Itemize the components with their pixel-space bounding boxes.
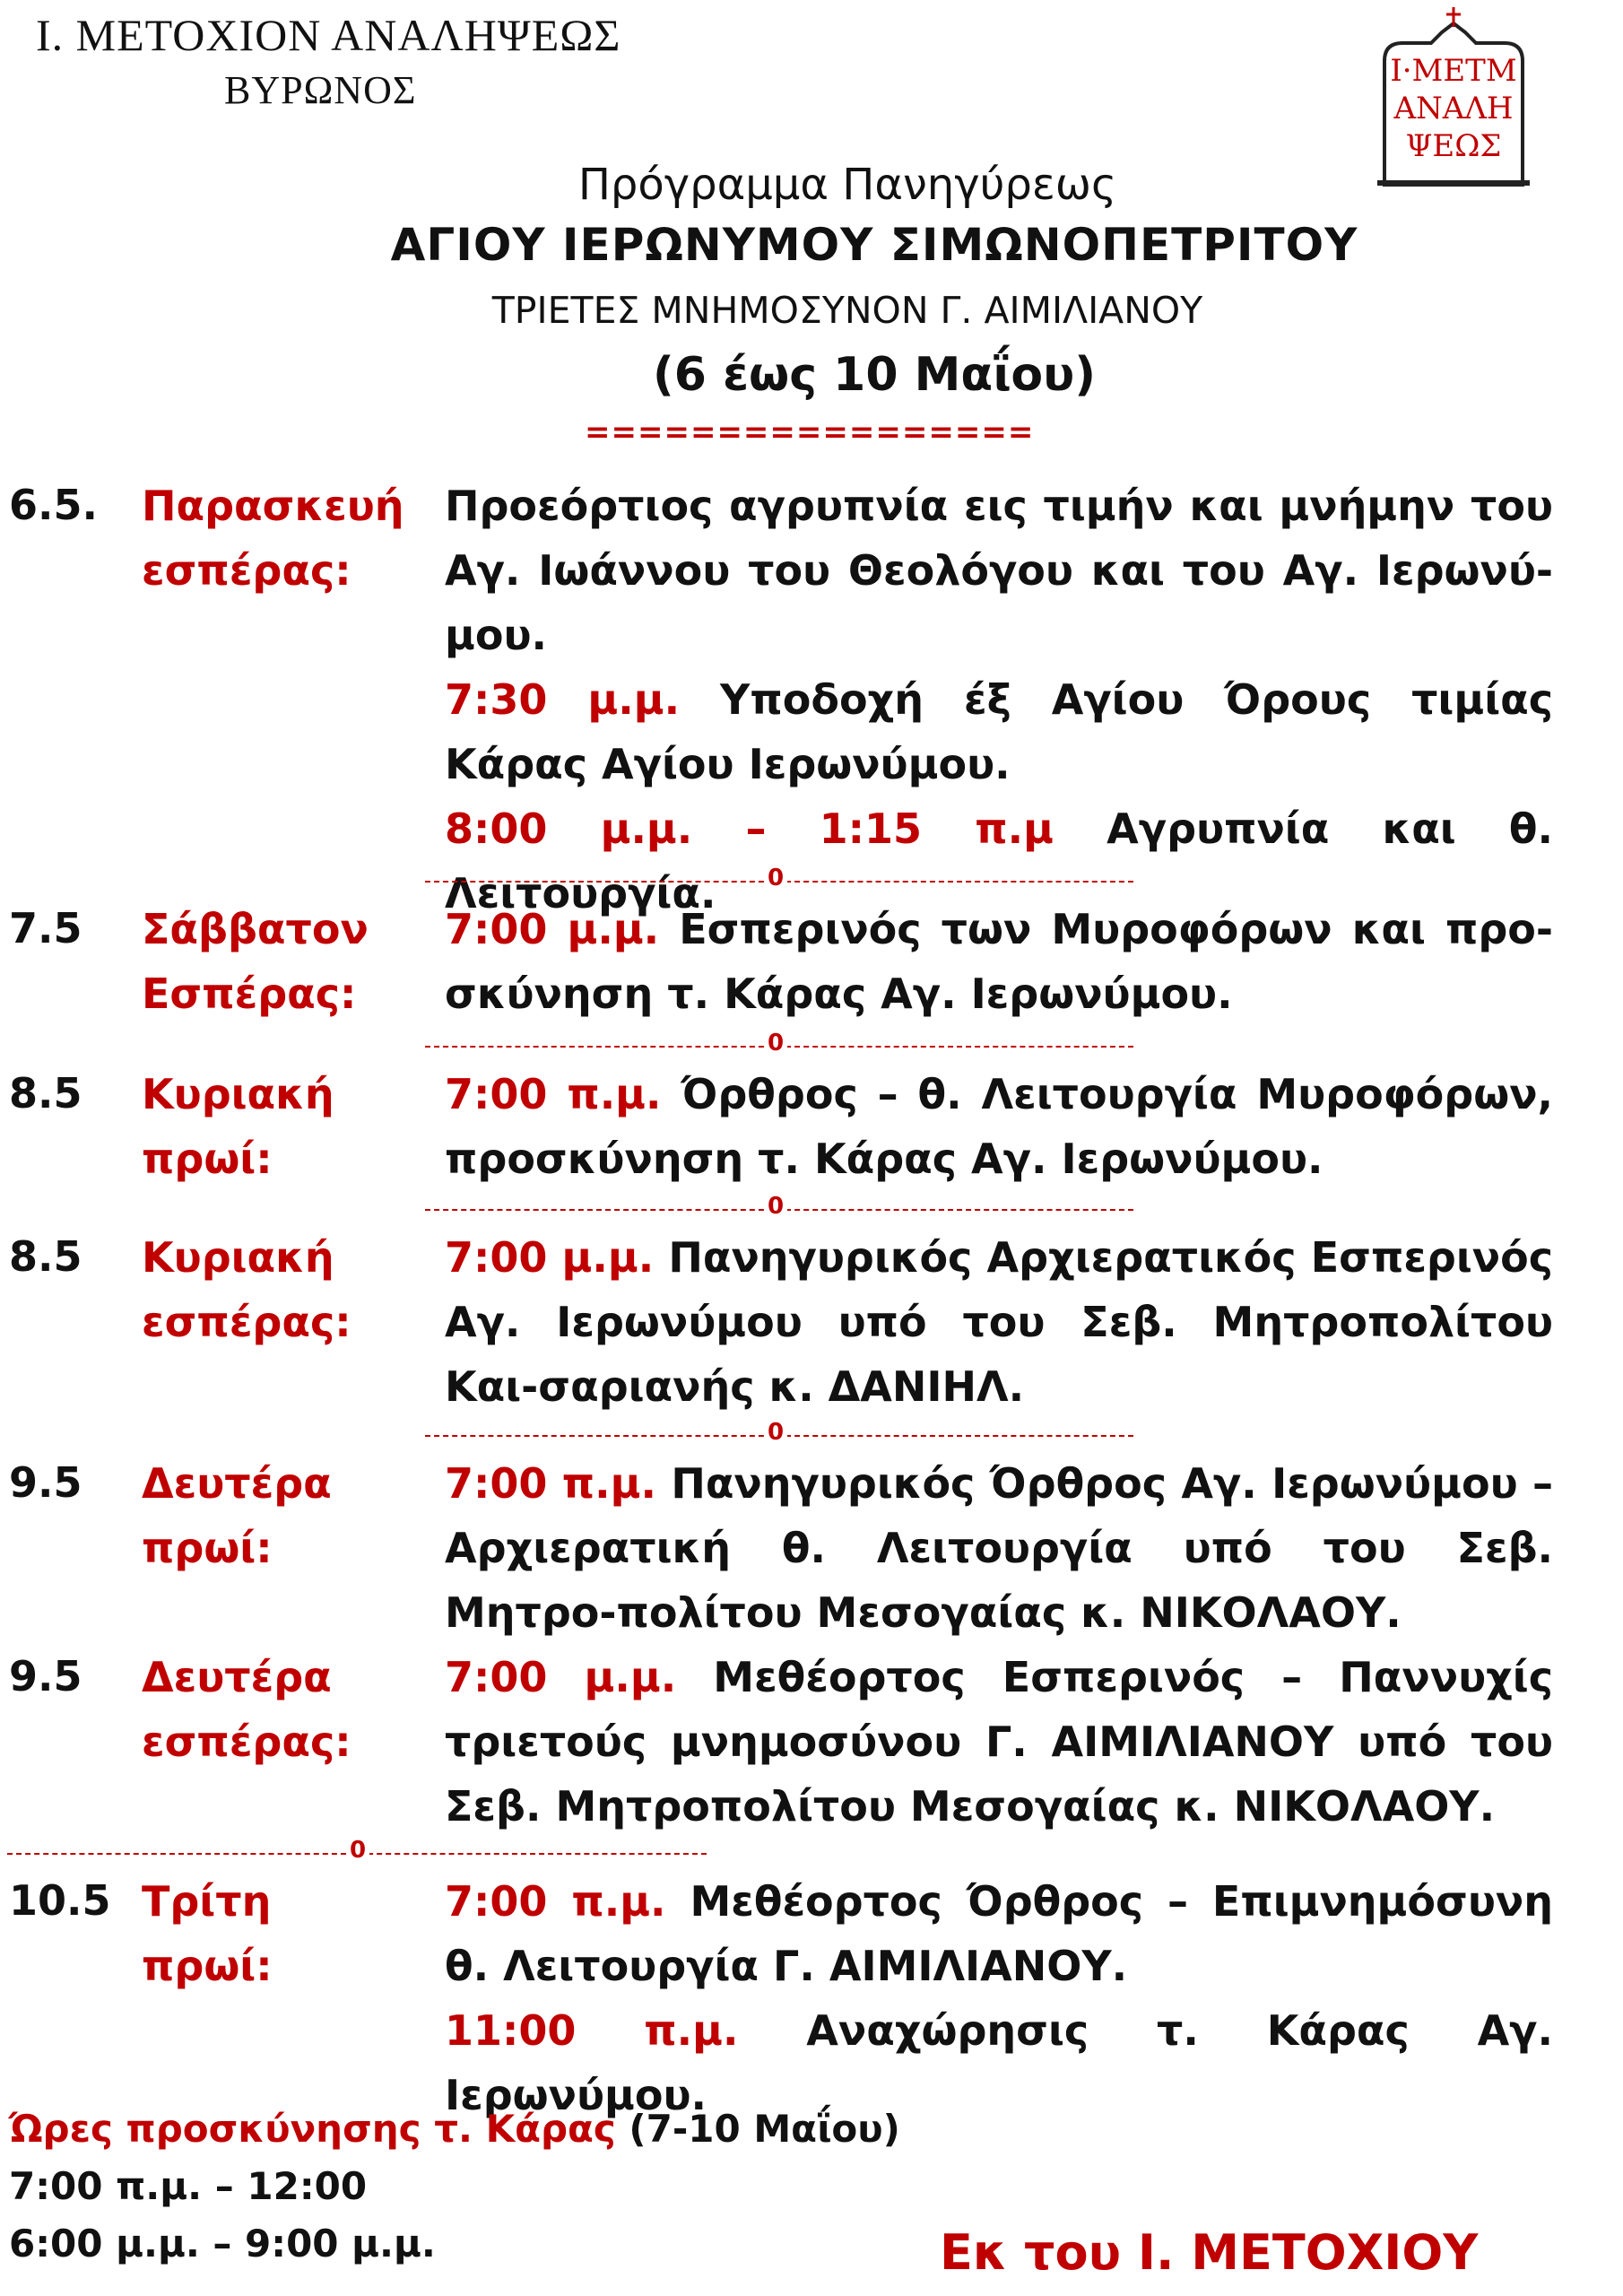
separator-mark: 0 [764, 1193, 787, 1220]
veneration-dates: (7-10 Μαΐου) [615, 2107, 900, 2151]
separator-mark: 0 [346, 1837, 369, 1864]
entry-day: Δευτέρα εσπέρας: [142, 1653, 352, 1766]
separator-mark: 0 [764, 1030, 787, 1057]
separator-mark: 0 [764, 1419, 787, 1446]
entry-time: 11:00 π.μ. [445, 2006, 739, 2055]
entry-text: Προεόρτιος αγρυπνία εις τιμήν και μνήμην του Αγ. Ιωάννου του Θεολόγου και του Αγ. Ιερωνύ-μου. [445, 482, 1553, 659]
organization-header [36, 7, 621, 118]
svg-text:ΑΝΑΛΗ: ΑΝΑΛΗ [1393, 91, 1514, 126]
entry-date: 6.5. [9, 481, 98, 529]
entry-description: 7:00 μ.μ. Πανηγυρικός Αρχιερατικός Εσπερινός Αγ. Ιερωνύμου υπό του Σεβ. Μητροπολίτου Και-σαριανής κ. ΔΑΝΙΗΛ. [445, 1233, 1553, 1411]
entry-description [445, 474, 1553, 926]
org-name: Ι. ΜΕΤΟΧΙΟΝ ΑΝΑΛΗΨΕΩΣ [36, 10, 621, 60]
veneration-slot: 6:00 μ.μ. – 9:00 μ.μ. [9, 2222, 436, 2266]
org-location: ΒΥΡΩΝΟΣ [224, 68, 417, 112]
veneration-slot: 7:00 π.μ. – 12:00 [9, 2164, 368, 2208]
veneration-hours [9, 2100, 900, 2273]
entry-date: 8.5 [9, 1232, 82, 1281]
entry-description: 7:00 π.μ. Μεθέορτος Όρθρος – Επιμνημόσυνη θ. Λειτουργία Γ. ΑΙΜΙΛΙΑΝΟΥ. 11:00 π.μ. Αναχώρησις τ. Κάρας Αγ. Ιερωνύμου. [445, 1877, 1553, 2119]
entry-time: 7:00 μ.μ. [445, 905, 660, 953]
entry-time: 7:00 μ.μ. [445, 1233, 655, 1282]
entry-description: 7:00 μ.μ. Μεθέορτος Εσπερινός – Παννυχίς τριετούς μνημοσύνου Γ. ΑΙΜΙΛΙΑΝΟΥ υπό του Σεβ. Μητροπολίτου Μεσογαίας κ. ΝΙΚΟΛΑΟΥ. [445, 1653, 1553, 1831]
veneration-heading: Ώρες προσκύνησης τ. Κάρας [9, 2107, 616, 2151]
entry-date: 8.5 [9, 1069, 82, 1118]
entry-description: 7:00 π.μ. Πανηγυρικός Όρθρος Αγ. Ιερωνύμου – Αρχιερατική θ. Λειτουργία υπό του Σεβ. Μητρο-πολίτου Μεσογαίας κ. ΝΙΚΟΛΑΟΥ. [445, 1459, 1553, 1637]
entry-day: Σάββατον Εσπέρας: [142, 905, 369, 1018]
entry-day: Τρίτη πρωί: [142, 1877, 273, 1990]
svg-text:Ι·ΜΕΤΜ: Ι·ΜΕΤΜ [1390, 53, 1517, 89]
separator-mark: 0 [764, 865, 787, 891]
entry-date: 10.5 [9, 1876, 111, 1925]
entry-time: 7:30 μ.μ. [445, 675, 681, 724]
entry-date: 7.5 [9, 904, 82, 952]
entry-time: 7:00 μ.μ. [445, 1653, 677, 1701]
veneration-heading-line [9, 2100, 900, 2158]
program-title: Πρόγραμμα Πανηγύρεως [577, 160, 1117, 210]
entry-time: 7:00 π.μ. [445, 1877, 666, 1926]
svg-text:ΨΕΩΣ: ΨΕΩΣ [1405, 128, 1502, 164]
entry-line: 7:30 μ.μ. Υποδοχή έξ Αγίου Όρους τιμίας Κάρας Αγίου Ιερωνύμου. [445, 675, 1554, 788]
entry-date: 9.5 [9, 1652, 82, 1700]
saint-name: ΑΓΙΟΥ ΙΕΡΩΝΥΜΟΥ ΣΙΜΩΝΟΠΕΤΡΙΤΟΥ [390, 219, 1358, 271]
entry-line: 8:00 μ.μ. – 1:15 π.μ Αγρυπνία και θ. Λειτουργία. [445, 804, 1554, 918]
signature: Εκ του Ι. ΜΕΤΟΧΙΟΥ [940, 2224, 1479, 2281]
memorial-line: ΤΡΙΕΤΕΣ ΜΝΗΜΟΣΥΝΟΝ Γ. ΑΙΜΙΛΙΑΝΟΥ [491, 289, 1203, 332]
entry-time: 7:00 π.μ. [445, 1070, 662, 1118]
entry-date: 9.5 [9, 1458, 82, 1507]
entry-time: 8:00 μ.μ. – 1:15 π.μ [445, 804, 1054, 853]
entry-day: Κυριακή εσπέρας: [142, 1233, 352, 1346]
entry-day: Κυριακή πρωί: [142, 1070, 334, 1183]
entry-time: 7:00 π.μ. [445, 1459, 656, 1508]
entry-day: Δευτέρα πρωί: [142, 1459, 332, 1572]
entry-description: 7:00 μ.μ. Εσπερινός των Μυροφόρων και προ-σκύνηση τ. Κάρας Αγ. Ιερωνύμου. [445, 905, 1553, 1018]
entry-day: Παρασκευή εσπέρας: [142, 482, 404, 595]
date-range: (6 έως 10 Μαΐου) [653, 348, 1096, 402]
entry-description: 7:00 π.μ. Όρθρος – θ. Λειτουργία Μυροφόρων, προσκύνηση τ. Κάρας Αγ. Ιερωνύμου. [445, 1070, 1553, 1183]
title-separator: ================= [585, 414, 1035, 450]
